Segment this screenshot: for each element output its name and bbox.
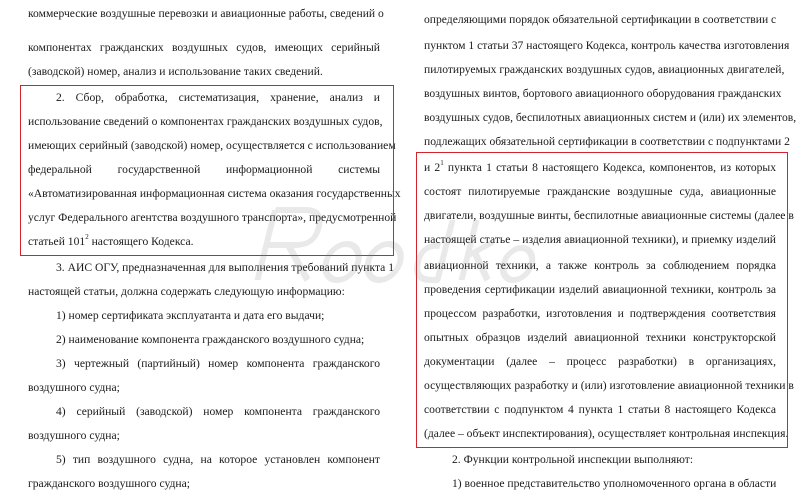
- text-fragment: пункта 1 статьи 8 настоящего Кодекса, компонентов, из которых: [443, 161, 776, 174]
- text-line: (далее – объект инспектирования), осуществляет контрольная инспекция.: [424, 427, 789, 440]
- text-line: гражданского воздушного судна;: [28, 477, 190, 490]
- text-line: 2. Сбор, обработка, систематизация, хранение, анализ и: [56, 91, 380, 104]
- text-line: 1) номер сертификата эксплуатанта и дата его выдачи;: [56, 309, 325, 322]
- text-line: проведения сертификации изделий авиационной техники, контроль за: [424, 283, 776, 296]
- text-line: [28, 230, 380, 254]
- text-line: воздушных судов, беспилотных авиационных систем и (или) их элементов,: [424, 111, 797, 124]
- text-line: двигатели, воздушные винты, беспилотные авиационные системы (далее в: [424, 209, 794, 222]
- text-line: [424, 156, 776, 180]
- text-line: соответствии с подпунктом 4 пункта 1 статьи 8 настоящего Кодекса: [424, 403, 776, 416]
- text-line: воздушного судна;: [28, 381, 120, 394]
- text-line: настоящей статье – изделия авиационной техники), и приемку изделий: [424, 233, 776, 246]
- text-line: воздушных винтов, бортового авиационного оборудования гражданских: [424, 87, 782, 100]
- text-line: федеральной государственной информационной системы: [28, 163, 380, 176]
- text-line: (заводской) номер, анализ и использование таких сведений.: [28, 65, 323, 78]
- text-line: 3) чертежный (партийный) номер компонента гражданского: [56, 357, 380, 370]
- text-line: 4) серийный (заводской) номер компонента гражданского: [56, 405, 380, 418]
- text-line: определяющими порядок обязательной сертификации в соответствии с: [424, 13, 777, 26]
- text-line: подлежащих обязательной сертификации в соответствии с подпунктами 2: [424, 135, 790, 148]
- text-line: услуг Федерального агентства воздушного транспорта», предусмотренной: [28, 211, 397, 224]
- text-line: 2. Функции контрольной инспекции выполняют:: [452, 453, 694, 466]
- text-line: коммерческие воздушные перевозки и авиационные работы, сведений о: [28, 7, 384, 20]
- text-line: осуществляющих разработку и (или) изготовление авиационной техники в: [424, 379, 794, 392]
- text-line: настоящей статьи, должна содержать следующую информацию:: [28, 285, 345, 298]
- text-line: 1) военное представительство уполномоченного органа в области: [452, 477, 777, 490]
- text-line: состоят пилотируемые гражданские воздушные суда, авиационные: [424, 185, 776, 198]
- text-line: имеющих серийный (заводской) номер, осуществляется с использованием: [28, 139, 396, 152]
- text-line: «Автоматизированная информационная система оказания государственных: [28, 187, 401, 200]
- text-fragment: настоящего Кодекса.: [88, 235, 194, 248]
- text-line: воздушного судна;: [28, 429, 120, 442]
- text-line: 5) тип воздушного судна, на которое установлен компонент: [56, 453, 380, 466]
- article-ref: статьей 101: [28, 235, 86, 248]
- text-line: использование сведений о компонентах гражданских воздушных судов,: [28, 115, 383, 128]
- superscript: 2: [85, 233, 89, 241]
- text-line: процессом разработки, изготовления и подтверждения соответствия: [424, 307, 776, 320]
- text-line: опытных образцов изделий авиационной техники конструкторской: [424, 331, 776, 344]
- text-line: авиационной техники, а также контроль за соблюдением порядка: [424, 259, 776, 272]
- text-line: 3. АИС ОГУ, предназначенная для выполнения требований пункта 1: [56, 261, 394, 274]
- text-line: документации (далее – процесс разработки) в организациях,: [424, 355, 776, 368]
- text-fragment: и 2: [424, 161, 441, 174]
- text-line: 2) наименование компонента гражданского воздушного судна;: [56, 333, 365, 346]
- text-line: пунктом 1 статьи 37 настоящего Кодекса, контроль качества изготовления: [424, 39, 790, 52]
- superscript: 1: [440, 159, 444, 167]
- text-line: пилотируемых гражданских воздушных судов, авиационных двигателей,: [424, 63, 785, 76]
- text-line: компонентах гражданских воздушных судов, имеющих серийный: [28, 41, 380, 54]
